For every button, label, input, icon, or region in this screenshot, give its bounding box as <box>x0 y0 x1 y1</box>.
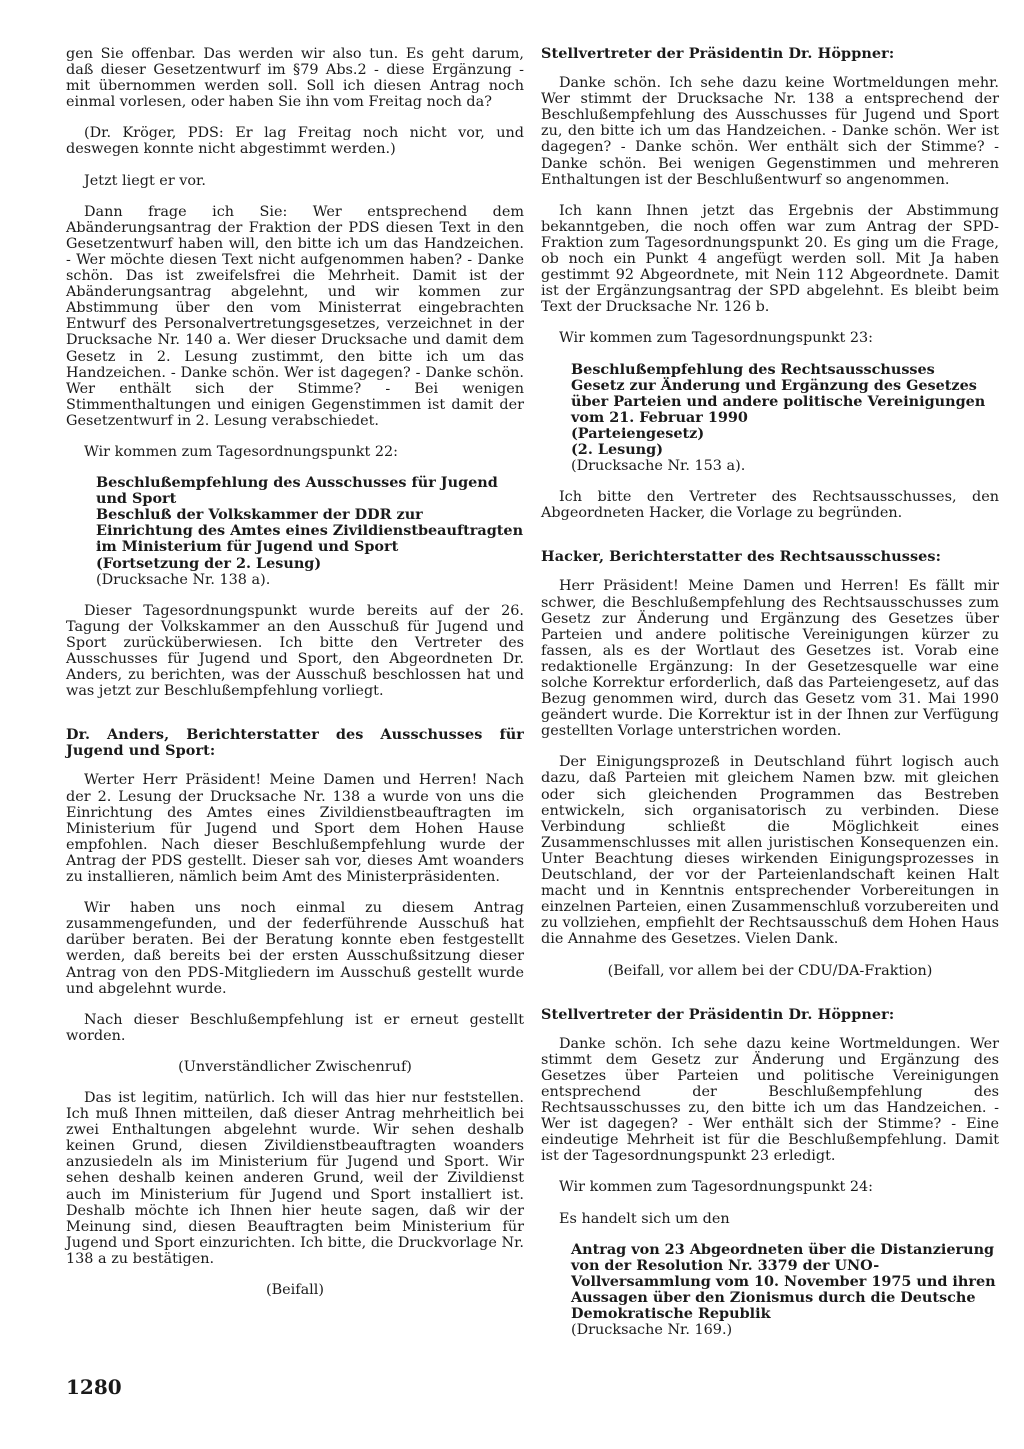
paragraph: Wir kommen zum Tagesordnungspunkt 22: <box>84 443 399 460</box>
interjection: (Beifall, vor allem bei der CDU/DA-Fraktion) <box>607 962 933 979</box>
paragraph: Der Einigungsprozeß in Deutschland führt logisch auch dazu, daß Parteien mit gleichem Namen bzw. mit gleichen oder sich gleichenden Programmen das Bestreben entwickeln, sich organisatorisch zu verbinden. Diese Verbindung schließt die Möglichkeit eines Zusammenschlusses mit allen juristischen Konsequenzen ein. Unter Beachtung dieses wirkenden Einigungsprozesses in Deutschland, der vor der Parteienlandschaft keinen Halt macht und in Kenntnis entsprechender Vorbereitungen in einzelnen Parteien, einen Zusammenschluß vorzubereiten und zu vollziehen, empfiehlt der Rechtsausschuß dem Hohen Haus die Annahme des Gesetzes. Vielen Dank. <box>541 754 999 948</box>
agenda-item-subject: Beschluß der Volkskammer der DDR zur Einrichtung des Amtes eines Zivildienstbeauftragten im Ministerium für Jugend und Sport <box>96 506 524 556</box>
speaker-heading: Stellvertreter der Präsidentin Dr. Höppner: <box>541 45 895 62</box>
agenda-item-reading: (Fortsetzung der 2. Lesung) <box>96 554 322 572</box>
agenda-item-title: Beschlußempfehlung des Ausschusses für Jugend und Sport <box>96 474 498 508</box>
paragraph: gen Sie offenbar. Das werden wir also tun. Es geht darum, daß dieser Gesetzentwurf im §79 Abs.2 - diese Ergänzung - mit übernommen werden soll. Soll ich diesen Antrag noch einmal vorlesen, oder haben Sie ihn vom Freitag noch da? <box>66 46 524 111</box>
page-number: 1280 <box>66 1375 122 1399</box>
speaker-heading: Stellvertreter der Präsidentin Dr. Höppner: <box>541 1005 895 1023</box>
interjection: (Dr. Kröger, PDS: Er lag Freitag noch nicht vor, und deswegen konnte nicht abgestimmt werden.) <box>66 125 524 158</box>
agenda-item-22 <box>96 475 524 588</box>
agenda-item-title: Beschlußempfehlung des Rechtsausschusses <box>571 360 935 378</box>
paragraph: Dieser Tagesordnungspunkt wurde bereits auf der 26. Tagung der Volkskammer an den Ausschuß für Jugend und Sport zurücküberwiesen. Ich bitte den Vertreter des Ausschusses für Jugend und Sport, den Abgeordneten Dr. Anders, zu berichten, was der Ausschuß beschlossen hat und was jetzt zur Beschlußempfehlung vorliegt. <box>66 602 524 700</box>
agenda-item-document: (Drucksache Nr. 153 a). <box>571 458 746 475</box>
paragraph: Jetzt liegt er vor. <box>84 172 206 189</box>
agenda-item-title: Antrag von 23 Abgeordneten über die Distanzierung von der Resolution Nr. 3379 der UNO-Vollversammlung vom 10. November 1975 und ihren Aussagen über den Zionismus durch die Deutsche Demokratische Republik <box>571 1240 996 1322</box>
right-column <box>541 46 999 1353</box>
speaker-heading: Hacker, Berichterstatter des Rechtsausschusses: <box>541 548 942 566</box>
paragraph: Wir haben uns noch einmal zu diesem Antrag zusammengefunden, und der federführende Ausschuß hat darüber beraten. Bei der Beratung konnte eben festgestellt werden, daß bereits bei der ersten Ausschußsitzung dieser Antrag von den PDS-Mitgliedern im Ausschuß gestellt wurde und abgelehnt wurde. <box>66 900 524 997</box>
agenda-item-document: (Drucksache Nr. 138 a). <box>96 571 271 588</box>
paragraph: Danke schön. Ich sehe dazu keine Wortmeldungen mehr. Wer stimmt der Drucksache Nr. 138 a entsprechend der Beschlußempfehlung des Ausschusses für Jugend und Sport zu, den bitte ich um das Handzeichen. - Danke schön. Wer ist dagegen? - Danke schön. Wer enthält sich der Stimme? - Danke schön. Bei wenigen Gegenstimmen und mehreren Enthaltungen ist der Beschlußentwurf so angenommen. <box>541 75 999 188</box>
left-column <box>66 46 524 1313</box>
speaker-heading: Dr. Anders, Berichterstatter des Ausschusses für Jugend und Sport: <box>66 726 524 760</box>
paragraph: Ich kann Ihnen jetzt das Ergebnis der Abstimmung bekanntgeben, die noch offen war zum Antrag der SPD-Fraktion zum Tagesordnungspunkt 20. Es ging um die Frage, ob noch ein Punkt 4 angefügt werden soll. Mit Ja haben gestimmt 92 Abgeordnete, mit Nein 112 Abgeordnete. Damit ist der Ergänzungsantrag der SPD abgelehnt. Es bleibt beim Text der Drucksache Nr. 126 b. <box>541 202 999 316</box>
interjection: (Beifall) <box>265 1282 325 1298</box>
paragraph: Danke schön. Ich sehe dazu keine Wortmeldungen. Wer stimmt dem Gesetz zur Änderung und Ergänzung des Gesetzes über Parteien und politische Vereinigungen entsprechend der Beschlußempfehlung des Rechtsausschusses zu, den bitte ich um das Handzeichen. - Wer ist dagegen? - Wer enthält sich der Stimme? - Eine eindeutige Mehrheit ist für die Beschlußempfehlung. Damit ist der Tagesordnungspunkt 23 erledigt. <box>541 1035 999 1165</box>
agenda-item-subject: Gesetz zur Änderung und Ergänzung des Gesetzes über Parteien und andere politische Vereinigungen vom 21. Februar 1990 <box>571 376 986 426</box>
paragraph: Dann frage ich Sie: Wer entsprechend dem Abänderungsantrag der Fraktion der PDS diesen Text in den Gesetzentwurf haben will, den bitte ich um das Handzeichen. - Wer möchte diesen Text nicht aufgenommen haben? - Danke schön. Das ist zweifelsfrei die Mehrheit. Damit ist der Abänderungsantrag abgelehnt, und wir kommen zur Abstimmung über den vom Ministerrat eingebrachten Entwurf des Personalvertretungsgesetzes, verzeichnet in der Drucksache Nr. 140 a. Wer dieser Drucksache und damit dem Gesetz in 2. Lesung zustimmt, den bitte ich um das Handzeichen. - Danke schön. Wer ist dagegen? - Danke schön. Wer enthält sich der Stimme? - Bei wenigen Stimmenthaltungen und einigen Gegenstimmen ist damit der Gesetzentwurf in 2. Lesung verabschiedet. <box>66 203 524 429</box>
interjection: (Unverständlicher Zwischenruf) <box>178 1058 412 1075</box>
agenda-item-23 <box>571 362 999 475</box>
paragraph: Herr Präsident! Meine Damen und Herren! Es fällt mir schwer, die Beschlußempfehlung des Rechtsausschusses zum Gesetz zur Änderung und Ergänzung des Gesetzes über Parteien und andere politische Vereinigungen kürzer zu fassen, als es der Wortlaut des Gesetzes ist. Vorab eine redaktionelle Ergänzung: In der Gesetzesquelle war eine solche Korrektur erforderlich, daß das Parteiengesetz, auf das Bezug genommen wird, durch das Gesetz vom 31. Mai 1990 geändert wurde. Die Korrektur ist in der Ihnen zur Verfügung gestellten Vorlage unterstrichen worden. <box>541 578 999 740</box>
paragraph: Das ist legitim, natürlich. Ich will das hier nur feststellen. Ich muß Ihnen mitteilen, daß dieser Antrag mehrheitlich bei zwei Enthaltungen abgelehnt wurde. Wir sehen deshalb keinen Grund, diesen Zivildienstbeauftragten woanders anzusiedeln als im Ministerium für Jugend und Sport. Wir sehen deshalb keinen anderen Grund, weil der Zivildienst auch im Ministerium für Jugend und Sport installiert ist. Deshalb möchte ich Ihnen hier heute sagen, daß wir der Meinung sind, diesen Beauftragten beim Ministerium für Jugend und Sport einzurichten. Ich bitte, die Druckvorlage Nr. 138 a zu bestätigen. <box>66 1089 524 1267</box>
agenda-item-24 <box>571 1242 999 1339</box>
paragraph: Wir kommen zum Tagesordnungspunkt 23: <box>559 330 874 347</box>
paragraph: Ich bitte den Vertreter des Rechtsausschusses, den Abgeordneten Hacker, die Vorlage zu begründen. <box>541 489 999 522</box>
paragraph: Es handelt sich um den <box>559 1210 730 1227</box>
agenda-item-document: (Drucksache Nr. 169.) <box>571 1322 733 1339</box>
paragraph: Wir kommen zum Tagesordnungspunkt 24: <box>559 1179 874 1196</box>
paragraph: Nach dieser Beschlußempfehlung ist er erneut gestellt worden. <box>66 1011 524 1044</box>
agenda-item-reading: (2. Lesung) <box>571 440 664 458</box>
paragraph: Werter Herr Präsident! Meine Damen und Herren! Nach der 2. Lesung der Drucksache Nr. 138 a wurde von uns die Einrichtung des Amtes eines Zivildienstbeauftragten im Ministerium für Jugend und Sport dem Hohen Hause empfohlen. Nach dieser Beschlußempfehlung wurde der Antrag der PDS gestellt. Dieser sah vor, dieses Amt woanders zu installieren, nämlich beim Amt des Ministerpräsidenten. <box>66 772 524 886</box>
agenda-item-subtitle: (Parteiengesetz) <box>571 424 705 442</box>
